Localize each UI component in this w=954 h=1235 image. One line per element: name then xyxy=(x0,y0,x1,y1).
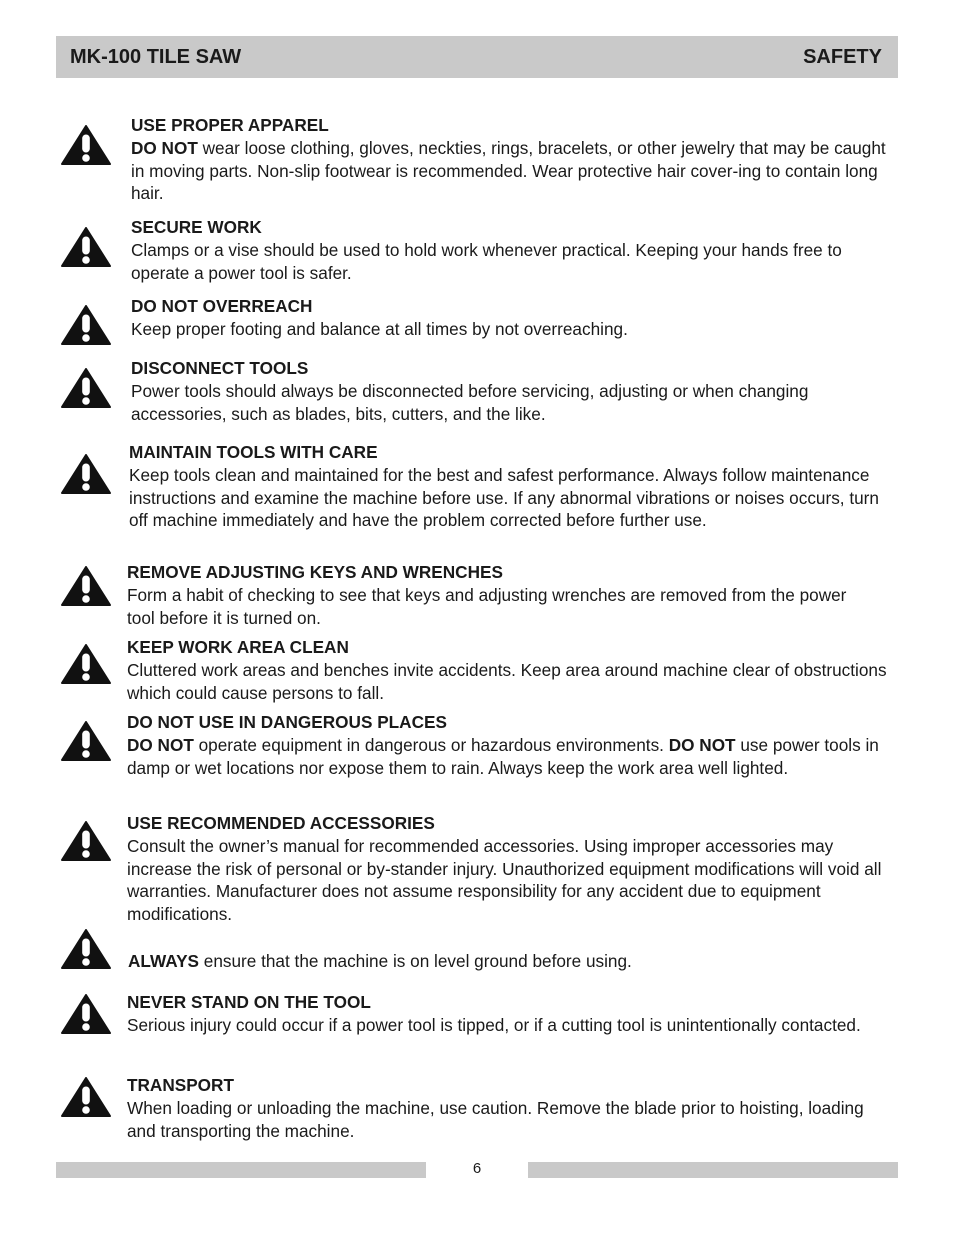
safety-item-body xyxy=(127,835,887,926)
warning-icon xyxy=(60,643,112,685)
warning-icon xyxy=(60,304,112,346)
safety-item xyxy=(131,357,891,425)
safety-item-body: Serious injury could occur if a power tool is tipped, or if a cutting tool is unintentionally contacted. xyxy=(127,1014,861,1035)
warning-icon xyxy=(60,565,112,607)
safety-item-body xyxy=(127,734,897,780)
warning-icon xyxy=(60,720,112,762)
safety-item-lead: DO NOT xyxy=(127,734,194,755)
safety-item-body: When loading or unloading the machine, use caution. Remove the blade prior to hoisting, loading and transporting the machine. xyxy=(127,1097,864,1141)
warning-icon xyxy=(60,928,112,970)
safety-item-body xyxy=(131,380,891,426)
safety-item-body xyxy=(131,318,891,341)
safety-item-body xyxy=(127,584,852,630)
warning-icon xyxy=(60,643,112,685)
safety-item-body xyxy=(131,137,891,205)
warning-icon xyxy=(60,565,112,607)
header-title: MK-100 TILE SAW xyxy=(70,45,242,68)
safety-item xyxy=(127,812,887,926)
warning-icon xyxy=(60,367,112,409)
safety-item xyxy=(131,114,891,205)
safety-item xyxy=(127,636,887,704)
safety-item-body: Keep proper footing and balance at all times by not overreaching. xyxy=(131,318,628,339)
safety-item-body xyxy=(127,1014,887,1037)
warning-icon xyxy=(60,304,112,346)
safety-item-body xyxy=(128,950,888,973)
warning-icon xyxy=(60,1076,112,1118)
safety-item xyxy=(131,295,891,341)
safety-item-lead: DO NOT xyxy=(131,137,198,158)
safety-item-title: DO NOT OVERREACH xyxy=(131,296,313,316)
safety-item-title: USE RECOMMENDED ACCESSORIES xyxy=(127,813,435,833)
safety-item-title: DISCONNECT TOOLS xyxy=(131,358,309,378)
warning-icon xyxy=(60,453,112,495)
warning-icon xyxy=(60,367,112,409)
warning-icon xyxy=(60,226,112,268)
warning-icon xyxy=(60,124,112,166)
safety-item-title: KEEP WORK AREA CLEAN xyxy=(127,637,349,657)
warning-icon xyxy=(60,1076,112,1118)
header-section: SAFETY xyxy=(803,45,882,68)
warning-icon xyxy=(60,820,112,862)
safety-item xyxy=(129,441,889,532)
safety-item xyxy=(128,950,888,973)
safety-item xyxy=(127,711,897,779)
warning-icon xyxy=(60,226,112,268)
safety-item-body xyxy=(127,659,887,705)
safety-item-title: NEVER STAND ON THE TOOL xyxy=(127,992,371,1012)
safety-item xyxy=(127,991,887,1037)
safety-item-lead: ALWAYS xyxy=(128,951,199,971)
page-header xyxy=(56,36,898,78)
warning-icon xyxy=(60,820,112,862)
safety-item-body: operate equipment in dangerous or hazardous environments. xyxy=(193,734,669,755)
warning-icon xyxy=(60,993,112,1035)
safety-item-body xyxy=(127,1097,887,1143)
safety-item-body: ensure that the machine is on level ground before using. xyxy=(199,951,632,971)
warning-icon xyxy=(60,993,112,1035)
safety-item-title: SECURE WORK xyxy=(131,217,262,237)
safety-item-body: Keep tools clean and maintained for the best and safest performance. Always follow maintenance instructions and examine the machine before use. If any abnormal vibrations or noises occurs, turn off machine immediately and have the problem corrected before further use. xyxy=(129,464,879,531)
warning-icon xyxy=(60,453,112,495)
warning-icon xyxy=(60,928,112,970)
safety-item xyxy=(131,216,891,284)
safety-item-title: MAINTAIN TOOLS WITH CARE xyxy=(129,442,378,462)
safety-item-tail-lead: DO NOT xyxy=(668,734,736,755)
safety-item-title: REMOVE ADJUSTING KEYS AND WRENCHES xyxy=(127,562,503,582)
footer-bar-right xyxy=(528,1162,898,1178)
safety-item-body: Power tools should always be disconnected before servicing, adjusting or when changing accessories, such as blades, bits, cutters, and the like. xyxy=(131,380,809,424)
safety-item-body: Consult the owner’s manual for recommended accessories. Using improper accessories may increase the risk of personal or by-stander injury. Unauthorized equipment modifications will void all warranties. Manufacturer does not assume responsibility for any accident due to equipment modifications. xyxy=(127,835,882,925)
footer-bar-left xyxy=(56,1162,426,1178)
page-number: 6 xyxy=(472,1160,482,1177)
safety-item-body: Clamps or a vise should be used to hold work whenever practical. Keeping your hands free to operate a power tool is safer. xyxy=(131,239,842,283)
safety-item-body: Form a habit of checking to see that keys and adjusting wrenches are removed from the power tool before it is turned on. xyxy=(127,584,847,628)
safety-item-title: USE PROPER APPAREL xyxy=(131,115,329,135)
warning-icon xyxy=(60,720,112,762)
safety-item-title: DO NOT USE IN DANGEROUS PLACES xyxy=(127,712,447,732)
safety-item-body: Cluttered work areas and benches invite accidents. Keep area around machine clear of obstructions which could cause persons to fall. xyxy=(127,659,887,703)
safety-item-tail: use power tools in damp or wet locations nor expose them to rain. Always keep the work area well lighted. xyxy=(127,734,879,778)
safety-item-title: TRANSPORT xyxy=(127,1075,234,1095)
safety-item xyxy=(127,561,852,629)
safety-item-body: wear loose clothing, gloves, neckties, rings, bracelets, or other jewelry that may be caught in moving parts. Non-slip footwear is recommended. Wear protective hair cover-ing to contain long hair. xyxy=(131,137,886,204)
safety-item-body xyxy=(129,464,889,532)
safety-item-body xyxy=(131,239,891,285)
warning-icon xyxy=(60,124,112,166)
safety-item xyxy=(127,1074,887,1142)
